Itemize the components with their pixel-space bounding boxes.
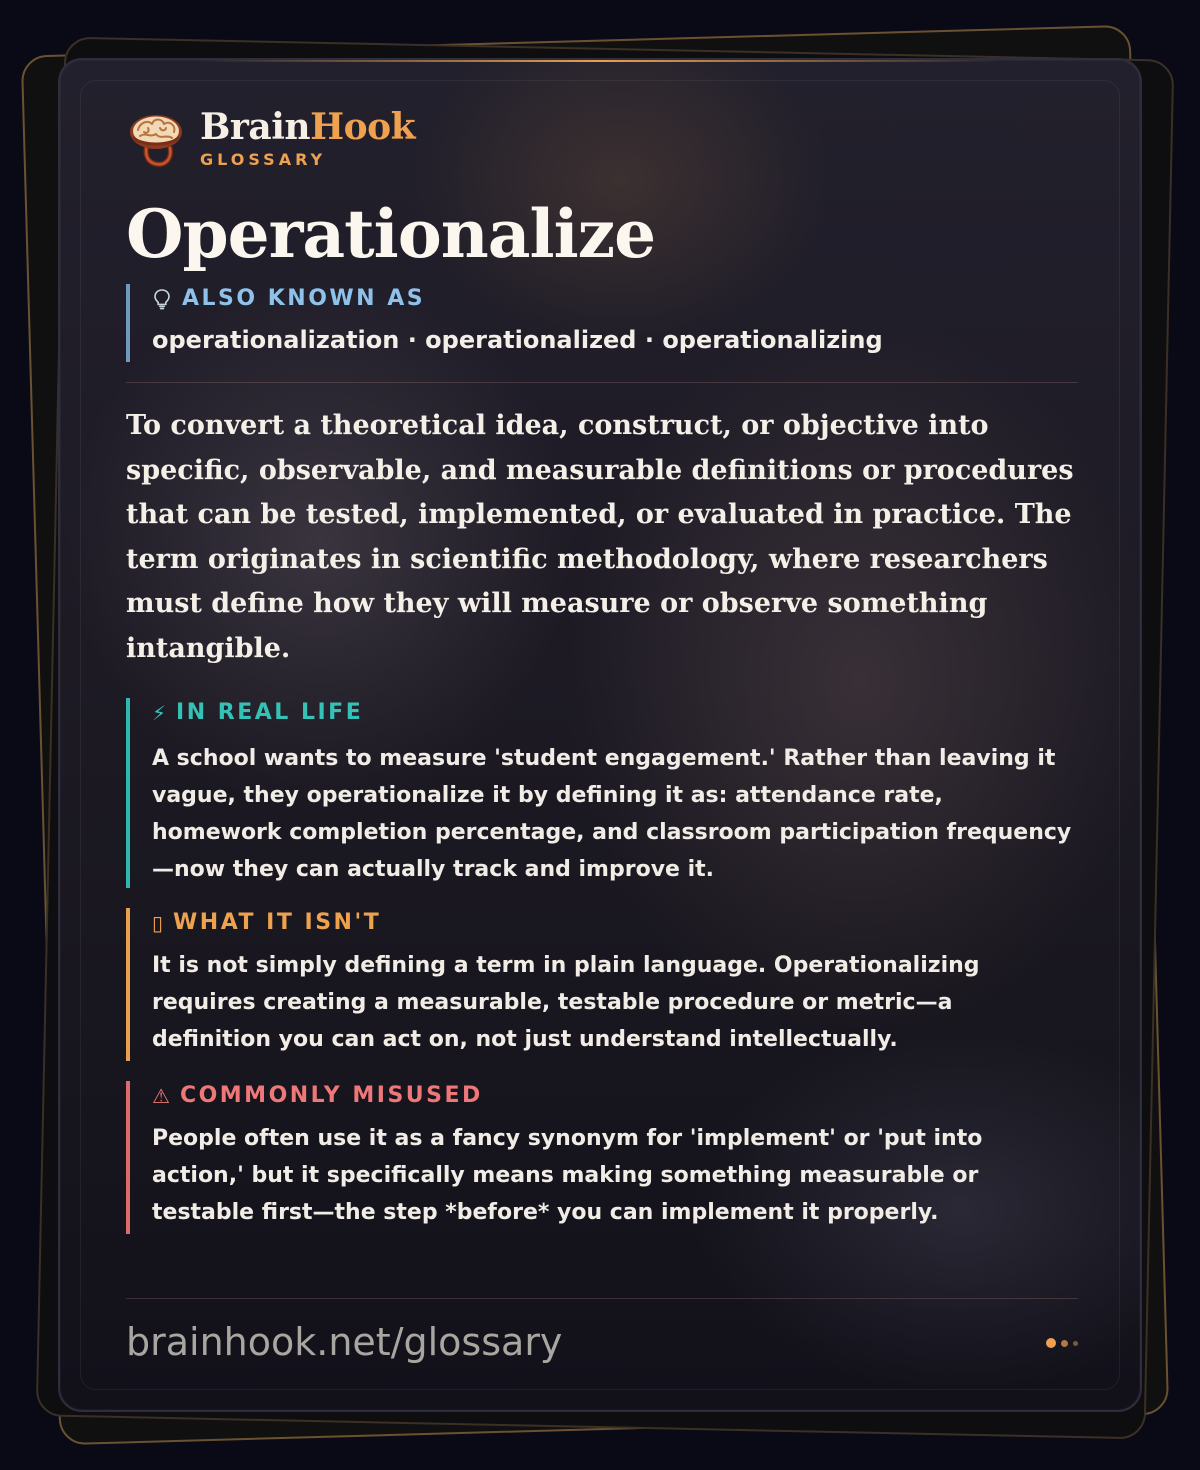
dot-indicator xyxy=(1073,1341,1078,1346)
dot-indicator-active xyxy=(1046,1338,1056,1348)
commonly-misused-body: People often use it as a fancy synonym for 'implement' or 'put into action,' but it specifically means making something measurable or testable first—the step *before* you can implement it properly. xyxy=(152,1126,983,1225)
warning-icon: ⚠ xyxy=(152,1084,170,1108)
card-accent-line xyxy=(200,60,1000,62)
what-it-isnt-body: It is not simply defining a term in plain language. Operationalizing requires creating a measurable, testable procedure or metric—a definition you can act on, not just understand intellectually. xyxy=(152,953,980,1052)
in-real-life-section xyxy=(126,698,1078,888)
commonly-misused-section xyxy=(126,1081,1078,1234)
lightning-icon: ⚡ xyxy=(152,701,167,725)
brand-text xyxy=(200,105,416,169)
brand-name-primary: Brain xyxy=(200,105,311,148)
footer-divider xyxy=(126,1298,1078,1299)
also-known-as-heading-text: ALSO KNOWN AS xyxy=(182,286,426,311)
term-definition: To convert a theoretical idea, construct, or objective into specific, observable, and measurable definitions or procedures that can be tested, implemented, or evaluated in practice. The term originates in scientific methodology, where researchers must define how they will measure or observe something intangible. xyxy=(126,410,1074,664)
what-it-isnt-heading xyxy=(152,908,1078,938)
brand-name xyxy=(200,105,416,148)
glossary-term: Operationalize xyxy=(126,195,656,273)
missing-glyph-icon: ▯ xyxy=(152,911,164,935)
header-divider xyxy=(126,382,1078,383)
also-known-as-section xyxy=(126,284,1078,362)
also-known-as-heading xyxy=(152,284,1078,314)
what-it-isnt-heading-text: WHAT IT ISN'T xyxy=(173,910,382,935)
footer-url-link[interactable]: brainhook.net/glossary xyxy=(126,1320,563,1364)
brain-hook-icon xyxy=(126,108,186,168)
also-known-as-values: operationalization · operationalized · operationalizing xyxy=(152,326,883,354)
pagination-dots xyxy=(1041,1338,1078,1348)
dot-indicator xyxy=(1061,1340,1068,1347)
lightbulb-icon xyxy=(152,288,172,310)
commonly-misused-heading-text: COMMONLY MISUSED xyxy=(179,1083,483,1108)
glossary-card xyxy=(58,58,1142,1412)
commonly-misused-heading xyxy=(152,1081,1078,1111)
brand-name-accent: Hook xyxy=(310,105,416,148)
in-real-life-body: A school wants to measure 'student engagement.' Rather than leaving it vague, they operationalize it by defining it as: attendance rate, homework completion percentage, and classroom participation frequency—now they can actually track and improve it. xyxy=(152,746,1072,882)
brand-header xyxy=(126,106,415,170)
in-real-life-heading xyxy=(152,698,1078,728)
in-real-life-heading-text: IN REAL LIFE xyxy=(176,700,364,725)
brand-subtitle: GLOSSARY xyxy=(200,149,327,169)
what-it-isnt-section xyxy=(126,908,1078,1061)
